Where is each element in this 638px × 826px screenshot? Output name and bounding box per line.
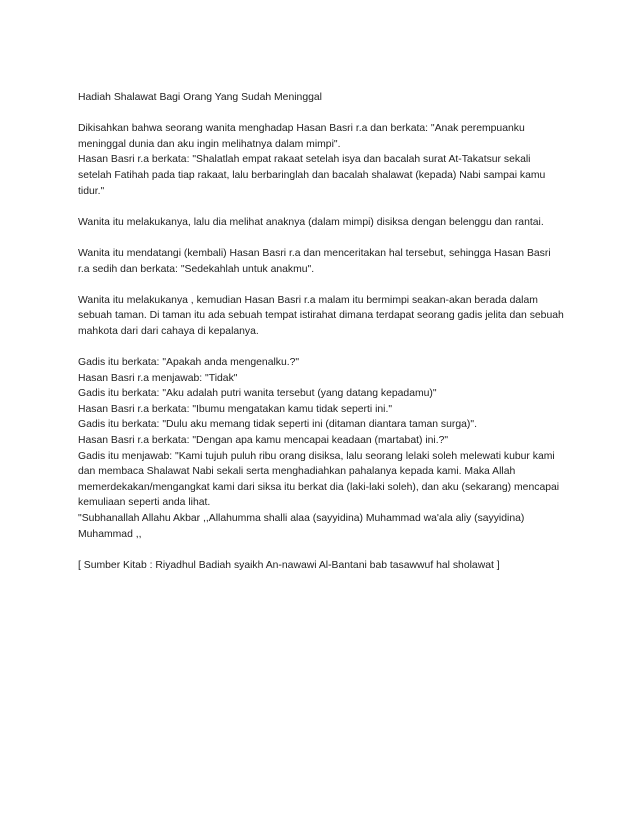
text-line: sebuah taman. Di taman itu ada sebuah tempat istirahat dimana terdapat seorang gadis jelita dan sebuah	[78, 310, 564, 322]
text-line: Wanita itu melakukanya, lalu dia melihat anaknya (dalam mimpi) disiksa dengan belenggu dan rantai.	[78, 216, 544, 228]
paragraph	[78, 293, 578, 340]
text-line: Wanita itu mendatangi (kembali) Hasan Basri r.a dan menceritakan hal tersebut, sehingga Hasan Basri	[78, 247, 551, 259]
paragraph	[78, 355, 578, 542]
text-line: r.a sedih dan berkata: "Sedekahlah untuk anakmu".	[78, 263, 315, 275]
text-line: Wanita itu melakukanya , kemudian Hasan Basri r.a malam itu bermimpi seakan-akan berada dalam	[78, 294, 538, 306]
text-line: tidur."	[78, 185, 105, 197]
text-line: [ Sumber Kitab : Riyadhul Badiah syaikh An-nawawi Al-Bantani bab tasawwuf hal sholawat ]	[78, 559, 500, 571]
text-line: "Subhanallah Allahu Akbar ,,Allahumma shalli alaa (sayyidina) Muhammad wa'ala aliy (sayyidina)	[78, 513, 525, 525]
text-line: mahkota dari dari cahaya di kepalanya.	[78, 325, 259, 337]
document-title	[78, 90, 578, 106]
text-line: Gadis itu berkata: "Apakah anda mengenalku.?"	[78, 357, 300, 369]
text-line: meninggal dunia dan aku ingin melihatnya dalam mimpi".	[78, 138, 341, 150]
title-text: Hadiah Shalawat Bagi Orang Yang Sudah Meninggal	[78, 92, 322, 103]
text-line: Hasan Basri r.a berkata: "Dengan apa kamu mencapai keadaan (martabat) ini.?"	[78, 435, 449, 447]
text-line: Gadis itu berkata: "Dulu aku memang tidak seperti ini (ditaman diantara taman surga)".	[78, 419, 477, 431]
paragraph	[78, 215, 578, 231]
text-line: Hasan Basri r.a berkata: "Shalatlah empat rakaat setelah isya dan bacalah surat At-Takatsur sekali	[78, 154, 531, 166]
paragraph	[78, 246, 578, 277]
text-line: Muhammad ,,	[78, 528, 142, 540]
paragraph-list	[78, 121, 578, 573]
text-line: Gadis itu menjawab: "Kami tujuh puluh ribu orang disiksa, lalu seorang lelaki soleh melewati kubur kami	[78, 450, 555, 462]
text-line: memerdekakan/mengangkat kami dari siksa itu berkat dia (laki-laki soleh), dan aku (sekarang) mencapai	[78, 481, 560, 493]
paragraph	[78, 121, 578, 199]
text-line: Hasan Basri r.a menjawab: "Tidak"	[78, 372, 238, 384]
document-body	[78, 90, 578, 589]
text-line: dan membaca Shalawat Nabi sekali serta menghadiahkan pahalanya kepada kami. Maka Allah	[78, 466, 516, 478]
text-line: Gadis itu berkata: "Aku adalah putri wanita tersebut (yang datang kepadamu)"	[78, 388, 437, 400]
paragraph	[78, 558, 578, 574]
text-line: setelah Fatihah pada tiap rakaat, lalu berbaringlah dan bacalah shalawat (kepada) Nabi sampai kamu	[78, 169, 546, 181]
text-line: Dikisahkan bahwa seorang wanita menghadap Hasan Basri r.a dan berkata: "Anak perempuanku	[78, 123, 525, 135]
text-line: Hasan Basri r.a berkata: "Ibumu mengatakan kamu tidak seperti ini."	[78, 403, 393, 415]
text-line: kemuliaan seperti anda lihat.	[78, 497, 211, 509]
